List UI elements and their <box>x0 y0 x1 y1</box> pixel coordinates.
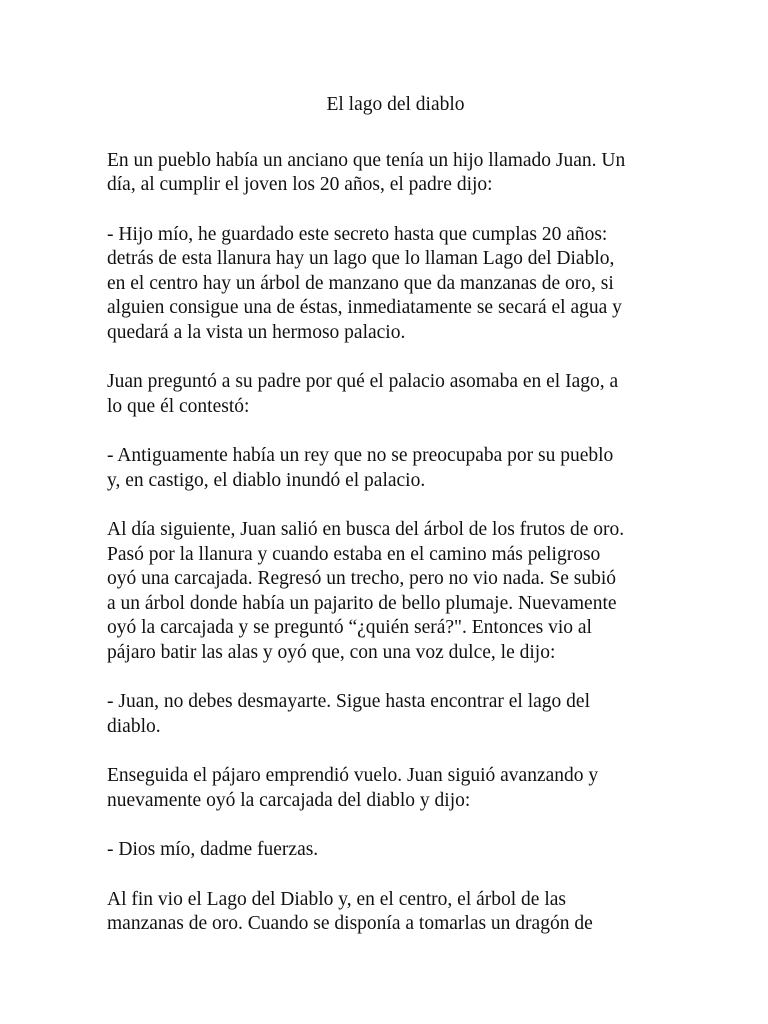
paragraph <box>107 223 672 346</box>
text-line: pájaro batir las alas y oyó que, con una voz dulce, le dijo: <box>107 641 556 663</box>
text-line: y, en castigo, el diablo inundó el palacio. <box>107 469 426 491</box>
paragraph <box>107 764 672 813</box>
text-line: en el centro hay un árbol de manzano que da manzanas de oro, si <box>107 272 614 294</box>
paragraph <box>107 370 672 419</box>
text-line: nuevamente oyó la carcajada del diablo y dijo: <box>107 789 471 811</box>
paragraph <box>107 888 672 937</box>
text-line: - Juan, no debes desmayarte. Sigue hasta encontrar el lago del <box>107 691 590 712</box>
text-line: oyó la carcajada y se preguntó “¿quién será?". Entonces vio al <box>107 617 592 638</box>
text-line: En un pueblo había un anciano que tenía un hijo llamado Juan. Un <box>107 149 626 171</box>
paragraph <box>107 444 672 493</box>
text-line: diablo. <box>107 715 161 737</box>
paragraph <box>107 838 672 863</box>
text-line: - Dios mío, dadme fuerzas. <box>107 839 319 860</box>
paragraph <box>107 149 672 198</box>
text-line: Al día siguiente, Juan salió en busca del árbol de los frutos de oro. <box>107 519 625 540</box>
text-line: quedará a la vista un hermoso palacio. <box>107 321 406 343</box>
document-title: El lago del diablo <box>326 94 465 115</box>
text-line: a un árbol donde había un pajarito de bello plumaje. Nuevamente <box>107 592 617 614</box>
paragraph <box>107 518 672 665</box>
text-line: detrás de esta llanura hay un lago que lo llaman Lago del Diablo, <box>107 248 615 269</box>
text-line: lo que él contestó: <box>107 395 250 417</box>
text-line: día, al cumplir el joven los 20 años, el padre dijo: <box>107 174 493 195</box>
text-line: Al fin vio el Lago del Diablo y, en el centro, el árbol de las <box>107 888 567 910</box>
text-line: - Antiguamente había un rey que no se preocupaba por su pueblo <box>107 445 614 466</box>
text-line: Enseguida el pájaro emprendió vuelo. Juan siguió avanzando y <box>107 765 599 786</box>
text-line: Pasó por la llanura y cuando estaba en el camino más peligroso <box>107 543 601 565</box>
text-line: oyó una carcajada. Regresó un trecho, pero no vio nada. Se subió <box>107 568 616 589</box>
text-line: manzanas de oro. Cuando se disponía a tomarlas un dragón de <box>107 913 593 934</box>
text-line: alguien consigue una de éstas, inmediatamente se secará el agua y <box>107 297 622 318</box>
text-line: Juan preguntó a su padre por qué el palacio asomaba en el Iago, a <box>107 371 619 392</box>
text-line: - Hijo mío, he guardado este secreto hasta que cumplas 20 años: <box>107 223 608 245</box>
paragraph <box>107 690 672 739</box>
